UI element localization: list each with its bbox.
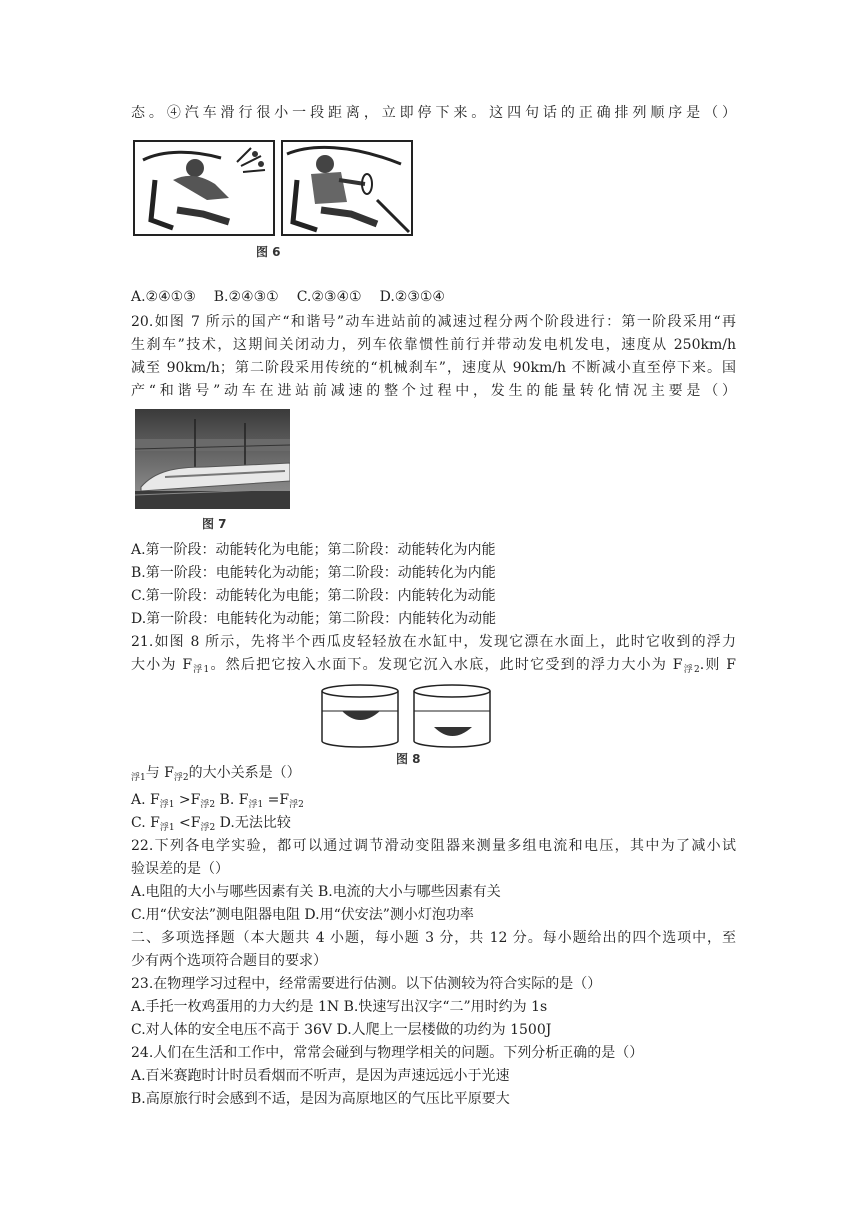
q23-options-ab: A.手托一枚鸡蛋用的力大约是 1N B.快速写出汉字“二”用时约为 1s (131, 999, 548, 1015)
q19-options (131, 287, 445, 307)
q20-option-d: D.第一阶段：电能转化为动能；第二阶段：内能转化为动能 (131, 611, 497, 627)
q20-line-4: 产“和谐号”动车在进站前减速的整个过程中，发生的能量转化情况主要是（） (131, 383, 736, 399)
q20-option-b: B.第一阶段：电能转化为动能；第二阶段：动能转化为内能 (131, 565, 496, 581)
q20-line-3: 减至 90km/h；第二阶段采用传统的“机械刹车”，速度从 90km/h 不断减小直至停下来。国 (131, 360, 736, 376)
q21-options-ab: A. $F_{浮1} >F_{浮2}$ B. $F_{浮1} =F_{浮2}$ (131, 792, 304, 810)
figure-7-train-photo (135, 409, 290, 509)
q22-line-1: 22.下列各电学实验，都可以通过调节滑动变阻器来测量多组电流和电压，其中为了减小试 (131, 838, 736, 854)
q21-line-2: 大小为 $F_{浮1}$。然后把它按入水面下。发现它沉入水底，此时它受到的浮力大小为 $F_{浮2}$.则 F (131, 657, 736, 675)
q24-option-b: B.高原旅行时会感到不适，是因为高原地区的气压比平原要大 (131, 1091, 510, 1107)
q22-options-ab: A.电阻的大小与哪些因素有关 B.电流的大小与哪些因素有关 (131, 884, 501, 900)
figure-6-driver-2 (281, 140, 413, 236)
q20-line-2: 生刹车”技术，这期间关闭动力，列车依靠惯性前行并带动发电机发电，速度从 250km/h (131, 337, 736, 353)
q19-option-c: C.②③④① (296, 289, 362, 305)
q23-options-cd: C.对人体的安全电压不高于 36V D.人爬上一层楼做的功约为 1500J (131, 1022, 552, 1038)
q19-option-d: D.②③①④ (379, 289, 445, 305)
q19-option-a: A.②④①③ (131, 289, 196, 305)
q22-options-cd: C.用“伏安法”测电阻器电阻 D.用“伏安法”测小灯泡功率 (131, 907, 474, 923)
q22-line-2: 验误差的是（） (131, 861, 229, 877)
figure-8-tanks (318, 683, 498, 753)
q19-option-b: B.②④③① (213, 289, 279, 305)
q24-option-a: A.百米赛跑时计时员看烟而不听声，是因为声速远远小于光速 (131, 1068, 510, 1084)
q20-line-1: 20.如图 7 所示的国产“和谐号”动车进站前的减速过程分两个阶段进行：第一阶段采用“再 (131, 314, 736, 330)
q20-option-c: C.第一阶段：动能转化为电能；第二阶段：内能转化为动能 (131, 588, 496, 604)
q21-options-cd: C. $F_{浮1} <F_{浮2}$ D.无法比较 (131, 815, 291, 833)
q23-stem: 23.在物理学习过程中，经常需要进行估测。以下估测较为符合实际的是（） (131, 976, 602, 992)
q20-option-a: A.第一阶段：动能转化为电能；第二阶段：动能转化为内能 (131, 542, 496, 558)
q21-line-1: 21.如图 8 所示，先将半个西瓜皮轻轻放在水缸中，发现它漂在水面上，此时它收到的浮力 (131, 634, 736, 650)
figure-7-caption: 图 7 (202, 517, 227, 531)
f-float-2-sub: 浮2 (682, 665, 700, 675)
figure-8-caption: 图 8 (396, 752, 421, 766)
q21-line-3: $_{浮1}$与 $F_{浮2}$的大小关系是（） (131, 765, 301, 783)
section-2-heading-line-2: 少有两个选项符合题目的要求） (131, 953, 327, 969)
f-float-1-sub: 浮1 (192, 665, 210, 675)
q24-stem: 24.人们在生活和工作中，常常会碰到与物理学相关的问题。下列分析正确的是（） (131, 1045, 644, 1061)
figure-6-caption: 图 6 (256, 245, 281, 259)
figure-6-drivers (133, 140, 275, 236)
intro-line: 态。④汽车滑行很小一段距离，立即停下来。这四句话的正确排列顺序是（） (131, 105, 736, 121)
section-2-heading: 二、多项选择题（本大题共 4 小题，每小题 3 分，共 12 分。每小题给出的四个选项中，至 (131, 930, 736, 946)
